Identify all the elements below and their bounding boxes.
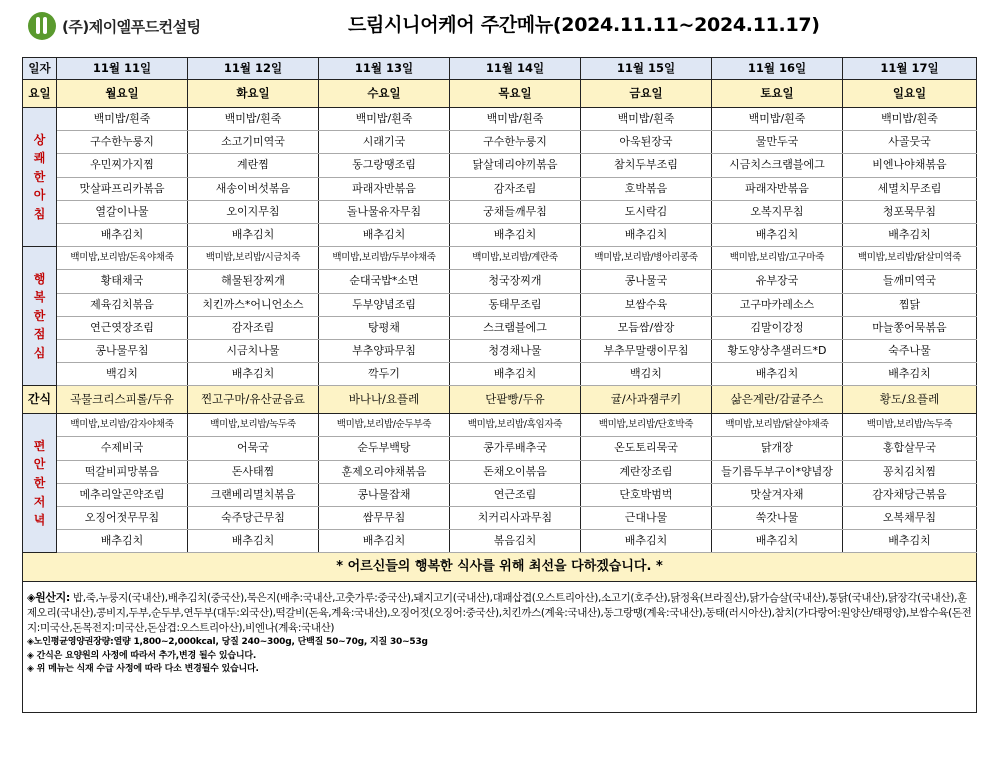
breakfast-menu-item: 백미밥/흰죽 <box>450 108 581 131</box>
breakfast-menu-item: 아욱된장국 <box>581 131 712 154</box>
lunch-row <box>23 316 977 339</box>
dinner-menu-item: 백미밥,보리밥/녹두죽 <box>843 414 977 437</box>
lunch-menu-item: 황도양상추샐러드*D <box>712 339 843 362</box>
lunch-menu-item: 부추양파무침 <box>319 339 450 362</box>
origin-row <box>23 582 977 713</box>
breakfast-menu-item: 구수한누룽지 <box>57 131 188 154</box>
breakfast-menu-item: 구수한누룽지 <box>450 131 581 154</box>
dinner-row <box>23 414 977 437</box>
date-cell: 11월 13일 <box>319 58 450 80</box>
lunch-menu-item: 백미밥,보리밥/계란죽 <box>450 247 581 270</box>
breakfast-menu-item: 소고기미역국 <box>188 131 319 154</box>
dinner-row <box>23 437 977 460</box>
origin-lead: ◈원산지: <box>27 591 70 605</box>
breakfast-menu-item: 열갈이나물 <box>57 200 188 223</box>
dinner-menu-item: 치커리사과무침 <box>450 507 581 530</box>
breakfast-menu-item: 참치두부조림 <box>581 154 712 177</box>
company-name: (주)제이엘푸드컨설팅 <box>62 17 201 36</box>
date-label: 일자 <box>23 58 57 80</box>
weekday-cell: 월요일 <box>57 80 188 108</box>
breakfast-menu-item: 배추김치 <box>57 223 188 246</box>
lunch-menu-item: 청경채나물 <box>450 339 581 362</box>
lunch-menu-item: 청국장찌개 <box>450 270 581 293</box>
breakfast-menu-item: 닭살데리야끼볶음 <box>450 154 581 177</box>
breakfast-row <box>23 131 977 154</box>
lunch-menu-item: 마늘쫑어묵볶음 <box>843 316 977 339</box>
breakfast-menu-item: 동그랑땡조림 <box>319 154 450 177</box>
notice-message: * 어르신들의 행복한 식사를 위해 최선을 다하겠습니다. * <box>23 553 977 582</box>
snack-label: 간식 <box>23 386 57 414</box>
snack-row <box>23 386 977 414</box>
breakfast-row <box>23 223 977 246</box>
breakfast-menu-item: 백미밥/흰죽 <box>188 108 319 131</box>
lunch-menu-item: 백미밥,보리밥/돈육야채죽 <box>57 247 188 270</box>
weekday-label: 요일 <box>23 80 57 108</box>
dinner-menu-item: 오징어젓무무침 <box>57 507 188 530</box>
dinner-menu-item: 백미밥,보리밥/흑임자죽 <box>450 414 581 437</box>
weekday-cell: 목요일 <box>450 80 581 108</box>
breakfast-menu-item: 배추김치 <box>319 223 450 246</box>
snack-item: 삶은계란/감귤주스 <box>712 386 843 414</box>
lunch-menu-item: 탕평채 <box>319 316 450 339</box>
breakfast-menu-item: 시금치스크램블에그 <box>712 154 843 177</box>
weekly-menu-table <box>22 57 977 713</box>
lunch-menu-item: 치킨까스*어니언소스 <box>188 293 319 316</box>
dinner-menu-item: 배추김치 <box>581 530 712 553</box>
dinner-menu-item: 콩나물잡채 <box>319 483 450 506</box>
weekday-cell: 수요일 <box>319 80 450 108</box>
footnote: ◈ 위 메뉴는 식재 수급 사정에 따라 다소 변경될수 있습니다. <box>27 664 259 675</box>
breakfast-menu-item: 시래기국 <box>319 131 450 154</box>
dinner-menu-item: 백미밥,보리밥/닭살야채죽 <box>712 414 843 437</box>
dinner-menu-item: 백미밥,보리밥/단호박죽 <box>581 414 712 437</box>
dinner-menu-item: 숙주당근무침 <box>188 507 319 530</box>
footnote: ◈노인평균영양권장량:열량 1,800~2,000kcal, 당질 240~300g, 단백질 50~70g, 지질 30~53g <box>27 637 428 648</box>
lunch-menu-item: 동태무조림 <box>450 293 581 316</box>
lunch-menu-item: 배추김치 <box>188 363 319 386</box>
breakfast-row <box>23 200 977 223</box>
breakfast-menu-item: 배추김치 <box>843 223 977 246</box>
lunch-menu-item: 감자조림 <box>188 316 319 339</box>
breakfast-row <box>23 154 977 177</box>
lunch-menu-item: 스크램블에그 <box>450 316 581 339</box>
snack-item: 단팥빵/두유 <box>450 386 581 414</box>
dinner-menu-item: 배추김치 <box>843 530 977 553</box>
dinner-menu-item: 단호박범벅 <box>581 483 712 506</box>
notice-row <box>23 553 977 582</box>
dinner-menu-item: 메추리알곤약조림 <box>57 483 188 506</box>
dinner-menu-item: 근대나물 <box>581 507 712 530</box>
lunch-menu-item: 순대국밥*소면 <box>319 270 450 293</box>
dinner-menu-item: 돈채오이볶음 <box>450 460 581 483</box>
dinner-row <box>23 507 977 530</box>
lunch-menu-item: 깍두기 <box>319 363 450 386</box>
dinner-menu-item: 어묵국 <box>188 437 319 460</box>
date-cell: 11월 14일 <box>450 58 581 80</box>
dinner-menu-item: 온도토리묵국 <box>581 437 712 460</box>
weekday-row <box>23 80 977 108</box>
dinner-menu-item: 떡갈비피망볶음 <box>57 460 188 483</box>
breakfast-menu-item: 파래자반볶음 <box>319 177 450 200</box>
lunch-menu-item: 백미밥,보리밥/병아리콩죽 <box>581 247 712 270</box>
lunch-menu-item: 유부장국 <box>712 270 843 293</box>
breakfast-menu-item: 백미밥/흰죽 <box>57 108 188 131</box>
dinner-menu-item: 순두부백탕 <box>319 437 450 460</box>
lunch-menu-item: 백미밥,보리밥/고구마죽 <box>712 247 843 270</box>
lunch-menu-item: 들깨미역국 <box>843 270 977 293</box>
lunch-row <box>23 363 977 386</box>
lunch-menu-item: 콩나물무침 <box>57 339 188 362</box>
dinner-row <box>23 460 977 483</box>
dinner-menu-item: 배추김치 <box>57 530 188 553</box>
breakfast-menu-item: 감자조림 <box>450 177 581 200</box>
dinner-menu-item: 꽁치김치찜 <box>843 460 977 483</box>
dinner-menu-item: 쌈무무침 <box>319 507 450 530</box>
dinner-menu-item: 크랜베리멸치볶음 <box>188 483 319 506</box>
date-cell: 11월 11일 <box>57 58 188 80</box>
breakfast-menu-item: 비엔나야채볶음 <box>843 154 977 177</box>
lunch-menu-item: 찜닭 <box>843 293 977 316</box>
lunch-menu-item: 보쌈수육 <box>581 293 712 316</box>
breakfast-menu-item: 배추김치 <box>581 223 712 246</box>
dinner-label: 편 안 한 저 녁 <box>23 414 57 553</box>
lunch-menu-item: 백김치 <box>581 363 712 386</box>
dinner-menu-item: 감자채당근볶음 <box>843 483 977 506</box>
breakfast-menu-item: 오이지무침 <box>188 200 319 223</box>
breakfast-menu-item: 배추김치 <box>188 223 319 246</box>
breakfast-menu-item: 돌나물유자무침 <box>319 200 450 223</box>
lunch-menu-item: 두부양념조림 <box>319 293 450 316</box>
breakfast-menu-item: 백미밥/흰죽 <box>581 108 712 131</box>
breakfast-menu-item: 호박볶음 <box>581 177 712 200</box>
weekday-cell: 토요일 <box>712 80 843 108</box>
page-header <box>0 0 994 52</box>
lunch-menu-item: 백김치 <box>57 363 188 386</box>
breakfast-menu-item: 우민찌가지찜 <box>57 154 188 177</box>
dinner-menu-item: 백미밥,보리밥/순두부죽 <box>319 414 450 437</box>
breakfast-menu-item: 새송이버섯볶음 <box>188 177 319 200</box>
lunch-row <box>23 270 977 293</box>
dinner-row <box>23 530 977 553</box>
dinner-row <box>23 483 977 506</box>
snack-item: 곡물크리스피롤/두유 <box>57 386 188 414</box>
lunch-menu-item: 해물된장찌개 <box>188 270 319 293</box>
dinner-menu-item: 돈사태찜 <box>188 460 319 483</box>
date-cell: 11월 17일 <box>843 58 977 80</box>
footnote: ◈ 간식은 요양원의 사정에 따라서 추가,변경 될수 있습니다. <box>27 650 257 661</box>
dinner-menu-item: 훈제오리야채볶음 <box>319 460 450 483</box>
lunch-menu-item: 제육김치볶음 <box>57 293 188 316</box>
dinner-menu-item: 계란장조림 <box>581 460 712 483</box>
dinner-menu-item: 수제비국 <box>57 437 188 460</box>
lunch-menu-item: 배추김치 <box>712 363 843 386</box>
dinner-menu-item: 배추김치 <box>319 530 450 553</box>
company-logo-icon <box>28 12 56 40</box>
lunch-label: 행 복 한 점 심 <box>23 247 57 386</box>
origin-text: 밥,죽,누룽지(국내산),배추김치(중국산),묵은지(배추:국내산,고춧가루:중국산),돼지고기(국내산),대패삽겹(오스트리아산),소고기(호주산),닭정육(브라질산),닭가슴살(국내산),통닭(국내산),닭장각(국내산),훈제오리(국내산),콩비지,두부,순두부,연두부(대두:외국산),떡갈비(돈육,계육:국내산),오징어젓(오징어:중국산),치킨까스(계육:국내산),동그랑땡(계육:국내산),동태(러시아산),참치(가다랑어:원양산/태평양),보쌈수육(돈전지:미국산,돈목전지:미국산,돈삼겹:오스트리아산),비엔나(계육:국내산) <box>27 592 972 635</box>
origin-info <box>23 582 977 713</box>
lunch-menu-item: 고구마카레소스 <box>712 293 843 316</box>
lunch-row <box>23 339 977 362</box>
dinner-menu-item: 닭개장 <box>712 437 843 460</box>
date-cell: 11월 15일 <box>581 58 712 80</box>
lunch-menu-item: 모듬쌈/쌈장 <box>581 316 712 339</box>
lunch-menu-item: 백미밥,보리밥/시금치죽 <box>188 247 319 270</box>
date-cell: 11월 12일 <box>188 58 319 80</box>
origin-text-block <box>27 590 972 636</box>
lunch-row <box>23 247 977 270</box>
date-row <box>23 58 977 80</box>
lunch-menu-item: 백미밥,보리밥/닭살미역죽 <box>843 247 977 270</box>
breakfast-menu-item: 세멸치무조림 <box>843 177 977 200</box>
breakfast-menu-item: 백미밥/흰죽 <box>712 108 843 131</box>
dinner-menu-item: 배추김치 <box>188 530 319 553</box>
dinner-menu-item: 맛살겨자채 <box>712 483 843 506</box>
breakfast-menu-item: 도시락김 <box>581 200 712 223</box>
snack-item: 황도/요플레 <box>843 386 977 414</box>
breakfast-label: 상 쾌 한 아 침 <box>23 108 57 247</box>
breakfast-menu-item: 청포묵무침 <box>843 200 977 223</box>
breakfast-menu-item: 배추김치 <box>450 223 581 246</box>
weekday-cell: 금요일 <box>581 80 712 108</box>
dinner-menu-item: 들기름두부구이*양념장 <box>712 460 843 483</box>
lunch-menu-item: 숙주나물 <box>843 339 977 362</box>
breakfast-menu-item: 백미밥/흰죽 <box>319 108 450 131</box>
lunch-menu-item: 배추김치 <box>450 363 581 386</box>
breakfast-menu-item: 배추김치 <box>712 223 843 246</box>
breakfast-menu-item: 사골뭇국 <box>843 131 977 154</box>
breakfast-row <box>23 177 977 200</box>
breakfast-menu-item: 물만두국 <box>712 131 843 154</box>
snack-item: 찐고구마/유산균음료 <box>188 386 319 414</box>
breakfast-menu-item: 맛살파프리카볶음 <box>57 177 188 200</box>
dinner-menu-item: 콩가루배추국 <box>450 437 581 460</box>
dinner-menu-item: 볶음김치 <box>450 530 581 553</box>
lunch-menu-item: 백미밥,보리밥/두부야채죽 <box>319 247 450 270</box>
dinner-menu-item: 오복채무침 <box>843 507 977 530</box>
weekday-cell: 일요일 <box>843 80 977 108</box>
lunch-menu-item: 황태채국 <box>57 270 188 293</box>
snack-item: 바나나/요플레 <box>319 386 450 414</box>
dinner-menu-item: 홍합살무국 <box>843 437 977 460</box>
lunch-menu-item: 연근엿장조림 <box>57 316 188 339</box>
weekday-cell: 화요일 <box>188 80 319 108</box>
dinner-menu-item: 쑥갓나물 <box>712 507 843 530</box>
company-logo <box>28 12 201 40</box>
lunch-menu-item: 김말이강정 <box>712 316 843 339</box>
date-cell: 11월 16일 <box>712 58 843 80</box>
breakfast-row <box>23 108 977 131</box>
breakfast-menu-item: 계란찜 <box>188 154 319 177</box>
dinner-menu-item: 연근조림 <box>450 483 581 506</box>
lunch-row <box>23 293 977 316</box>
breakfast-menu-item: 오복지무침 <box>712 200 843 223</box>
breakfast-menu-item: 궁채들깨무침 <box>450 200 581 223</box>
snack-item: 귤/사과잼쿠키 <box>581 386 712 414</box>
page-title: 드림시니어케어 주간메뉴(2024.11.11~2024.11.17) <box>348 14 820 36</box>
lunch-menu-item: 부추무말랭이무침 <box>581 339 712 362</box>
lunch-menu-item: 시금치나물 <box>188 339 319 362</box>
lunch-menu-item: 배추김치 <box>843 363 977 386</box>
breakfast-menu-item: 백미밥/흰죽 <box>843 108 977 131</box>
dinner-menu-item: 배추김치 <box>712 530 843 553</box>
dinner-menu-item: 백미밥,보리밥/감자야채죽 <box>57 414 188 437</box>
dinner-menu-item: 백미밥,보리밥/녹두죽 <box>188 414 319 437</box>
lunch-menu-item: 콩나물국 <box>581 270 712 293</box>
breakfast-menu-item: 파래자반볶음 <box>712 177 843 200</box>
